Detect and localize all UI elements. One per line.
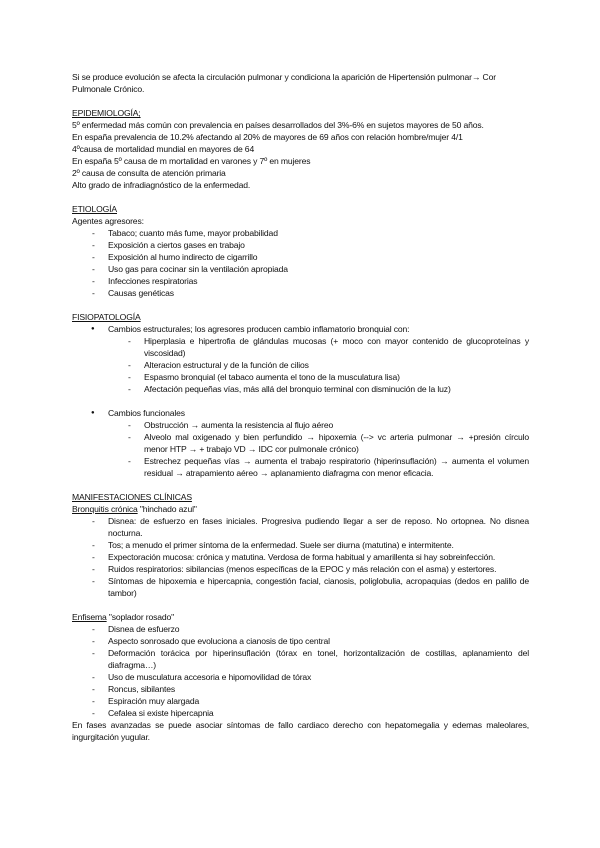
dash-marker: - [92,276,95,286]
epi-line: En españa prevalencia de 10.2% afectando al 20% de mayores de 69 años con relación hombre/mujer 4/1 [72,132,463,142]
list-item [72,263,529,275]
dash-marker: - [92,672,95,682]
list-item-text: Espasmo bronquial (el tabaco aumenta el tono de la musculatura lisa) [144,372,400,382]
epi-line: En españa 5º causa de m mortalidad en varones y 7º en mujeres [72,156,311,166]
list-item [72,647,529,671]
list-item [72,635,529,647]
dash-marker: - [92,648,95,658]
list-item-text: Tabaco; cuanto más fume, mayor probabilidad [108,228,278,238]
list-item [72,239,529,251]
list-item [72,671,529,683]
list-item-text: Uso de musculatura accesoria e hipomovilidad de tórax [108,672,312,682]
dash-marker: - [92,288,95,298]
list-item-text: Estrechez pequeñas vías → aumenta el trabajo respiratorio (hiperinsuflación) → aumenta el volumen residual → atrapamiento aéreo → aplanamiento diafragma con menor eficacia. [144,456,529,478]
dash-marker: - [92,708,95,718]
sub-list [72,335,529,395]
etiologia-heading: ETIOLOGÍA [72,204,117,214]
list-item [72,419,529,431]
etiologia-subtitle: Agentes agresores: [72,216,144,226]
list-item-text: Roncus, sibilantes [108,684,176,694]
list-item [72,431,529,455]
list-item-text: Tos; a menudo el primer síntoma de la enfermedad. Suele ser diurna (matutina) e intermitente. [108,540,454,550]
dash-marker: - [92,684,95,694]
list-item [72,623,529,635]
sub-list [72,419,529,479]
spacer [72,479,529,491]
list-item [72,383,529,395]
list-item-text: Expectoración mucosa: crónica y matutina. Verdosa de forma habitual y amarillenta si hay sobreinfección. [108,552,496,562]
list-item-text: Causas genéticas [108,288,174,298]
list-item-text: Disnea: de esfuerzo en fases iniciales. Progresiva pudiendo llegar a ser de reposo. No ortopnea. No disnea nocturna. [108,516,529,538]
epi-line: 2º causa de consulta de atención primaria [72,168,226,178]
list-item-text: Disnea de esfuerzo [108,624,180,634]
enfisema-alias: "soplador rosado" [106,612,175,622]
etiologia-list [72,227,529,299]
bronquitis-heading [72,503,529,515]
list-item [72,371,529,383]
fisiopatologia-heading: FISIOPATOLOGÍA [72,312,141,322]
bullet-group [72,323,529,335]
dash-marker: - [92,564,95,574]
enfisema-list [72,623,529,719]
dash-marker: - [92,540,95,550]
list-item-text: Infecciones respiratorias [108,276,198,286]
dash-marker: - [92,516,95,526]
list-item-text: Cefalea si existe hipercapnia [108,708,214,718]
list-item [72,683,529,695]
epi-line: Alto grado de infradiagnóstico de la enfermedad. [72,180,251,190]
dash-marker: - [128,432,131,442]
list-item-text: Exposición al humo indirecto de cigarrillo [108,252,258,262]
list-item-text: Obstrucción → aumenta la resistencia al flujo aéreo [144,420,334,430]
list-item [72,359,529,371]
list-item [72,515,529,539]
epi-line: 5º enfermedad más común con prevalencia en países desarrollados del 3%-6% en sujetos mayores de 50 años. [72,120,484,130]
dash-marker: - [92,552,95,562]
dash-marker: - [92,240,95,250]
dash-marker: - [92,576,95,586]
epi-line: 4ºcausa de mortalidad mundial en mayores de 64 [72,144,255,154]
dash-marker: - [92,264,95,274]
spacer [72,599,529,611]
list-item [72,707,529,719]
bronquitis-name: Bronquitis crónica [72,504,138,514]
list-item [72,287,529,299]
list-item [72,551,529,563]
list-item [72,539,529,551]
closing-paragraph: En fases avanzadas se puede asociar síntomas de fallo cardiaco derecho con hepatomegalia y edemas maleolares, ingurgitación yugular. [72,720,529,742]
bronquitis-list [72,515,529,599]
dash-marker: - [92,228,95,238]
fisiopatologia-list [72,323,529,491]
enfisema-heading [72,611,529,623]
list-item-text: Exposición a ciertos gases en trabajo [108,240,245,250]
list-item-text: Aspecto sonrosado que evoluciona a cianosis de tipo central [108,636,330,646]
intro-paragraph: Si se produce evolución se afecta la circulación pulmonar y condiciona la aparición de Hipertensión pulmonar→ Cor Pulmonale Crónico. [72,72,496,94]
dash-marker: - [128,336,131,346]
list-item [72,227,529,239]
list-item-text: Cambios funcionales [108,408,185,418]
dash-marker: - [128,372,131,382]
dash-marker: - [92,624,95,634]
list-item-text: Deformación torácica por hiperinsuflación (tórax en tonel, horizontalización de costillas, aplanamiento del diafragma…) [108,648,529,670]
list-item [72,563,529,575]
list-item-text: Espiración muy alargada [108,696,200,706]
list-item-text: Uso gas para cocinar sin la ventilación apropiada [108,264,288,274]
list-item [72,275,529,287]
dash-marker: - [128,360,131,370]
spacer [72,95,529,107]
enfisema-name: Enfisema [72,612,107,622]
document-page [72,0,529,783]
list-item-text: Hiperplasia e hipertrofia de glándulas mucosas (+ moco con mayor contenido de glucoproteínas y viscosidad) [144,336,529,358]
dash-marker: - [128,456,131,466]
dash-marker: - [92,696,95,706]
epidemiologia-heading: EPIDEMIOLOGÍA; [72,108,141,118]
spacer [72,191,529,203]
spacer [72,299,529,311]
spacer [72,395,529,407]
bullet-list [72,407,529,419]
list-item [72,695,529,707]
list-item-text: Alteracion estructural y de la función de cilios [144,360,309,370]
list-item-text: Cambios estructurales; los agresores producen cambio inflamatorio bronquial con: [108,324,410,334]
list-item-text: Ruidos respiratorios: sibilancias (menos específicas de la EPOC y más relación con el asma) y estertores. [108,564,497,574]
list-item [72,251,529,263]
bullet-marker: ● [91,410,95,416]
manifestaciones-heading: MANIFESTACIONES CLÍNICAS [72,492,192,502]
dash-marker: - [128,420,131,430]
bronquitis-alias: "hinchado azul" [137,504,197,514]
dash-marker: - [92,252,95,262]
list-item-text: Síntomas de hipoxemia e hipercapnia, congestión facial, cianosis, poliglobulia, acropaquias (dedos en palillo de tambor) [108,576,529,598]
list-item [72,335,529,359]
list-item [72,455,529,479]
dash-marker: - [128,384,131,394]
list-item-text: Alveolo mal oxigenado y bien perfundido → hipoxemia (--> vc arteria pulmonar → +presión círculo menor HTP → + trabajo VD → IDC cor pulmonale crónico) [144,432,529,454]
list-item-text: Afectación pequeñas vías, más allá del bronquio terminal con disminución de la luz) [144,384,451,394]
list-item [72,575,529,599]
bullet-marker: ● [91,326,95,332]
bullet-list [72,323,529,335]
dash-marker: - [92,636,95,646]
bullet-group [72,407,529,419]
